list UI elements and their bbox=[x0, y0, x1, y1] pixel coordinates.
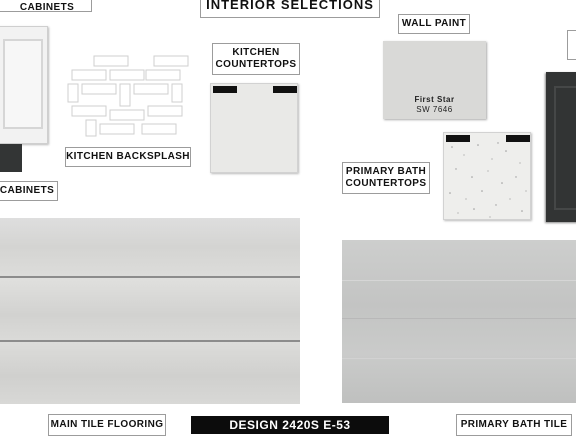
interior-selections-title: INTERIOR SELECTIONS bbox=[200, 0, 380, 18]
paint-name: First Star bbox=[414, 95, 455, 104]
island-cabinet-door-swatch bbox=[546, 72, 576, 222]
paint-code: SW 7646 bbox=[416, 105, 453, 114]
main-tile-flooring-label: MAIN TILE FLOORING bbox=[48, 414, 166, 436]
island-cabinets-label: CABINETS bbox=[0, 181, 58, 201]
backsplash-tile-pattern bbox=[66, 54, 192, 140]
kitchen-backsplash-swatch bbox=[66, 54, 192, 140]
primary-bath-tile-label: PRIMARY BATH TILE bbox=[456, 414, 572, 436]
primary-bath-countertops-label: PRIMARY BATH COUNTERTOPS bbox=[342, 162, 430, 194]
perimeter-cabinets-label: CABINETS bbox=[0, 0, 92, 12]
kitchen-countertop-swatch bbox=[210, 83, 298, 173]
primary-bath-tile-swatch bbox=[342, 240, 576, 403]
main-tile-flooring-swatch bbox=[0, 218, 300, 404]
primary-bath-countertop-swatch bbox=[443, 132, 531, 220]
wall-paint-swatch bbox=[383, 41, 486, 119]
kitchen-countertops-label: KITCHEN COUNTERTOPS bbox=[212, 43, 300, 75]
design-title: DESIGN 2420S E-53 bbox=[191, 416, 389, 434]
wall-paint-label: WALL PAINT bbox=[398, 14, 470, 34]
perimeter-cabinet-door-swatch bbox=[0, 26, 48, 144]
edge-label-box bbox=[567, 30, 576, 60]
perimeter-cabinet-base-swatch bbox=[0, 144, 22, 172]
kitchen-backsplash-label: KITCHEN BACKSPLASH bbox=[65, 147, 191, 167]
speckle-pattern bbox=[444, 133, 532, 221]
